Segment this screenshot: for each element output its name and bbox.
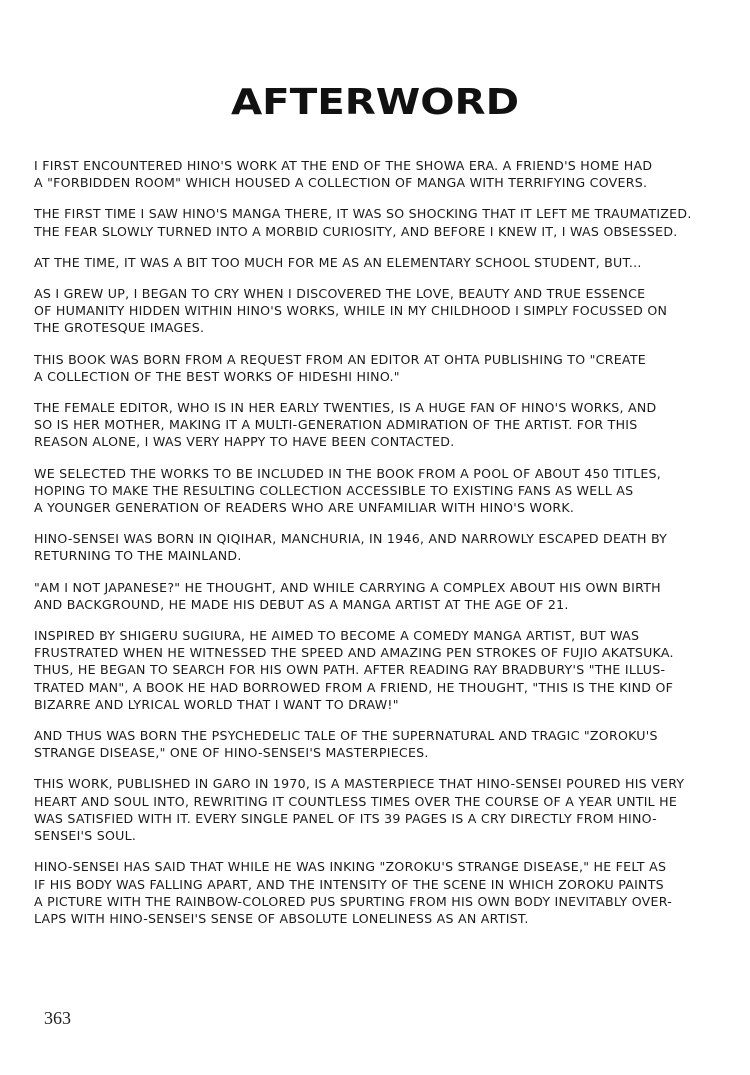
text-line: THIS BOOK WAS BORN FROM A REQUEST FROM AN EDITOR AT OHTA PUBLISHING TO "CREATE [34,351,646,367]
text-line: THE FIRST TIME I SAW HINO'S MANGA THERE, IT WAS SO SHOCKING THAT IT LEFT ME TRAUMATIZED. [34,206,692,222]
text-line: LAPS WITH HINO-SENSEI'S SENSE OF ABSOLUTE LONELINESS AS AN ARTIST. [34,910,529,926]
paragraph [34,727,734,761]
page-title: AFTERWORD [230,82,520,123]
text-line: AND THUS WAS BORN THE PSYCHEDELIC TALE OF THE SUPERNATURAL AND TRAGIC "ZOROKU'S [34,728,658,744]
text-line: WE SELECTED THE WORKS TO BE INCLUDED IN THE BOOK FROM A POOL OF ABOUT 450 TITLES, [34,465,662,481]
paragraph [34,858,734,927]
text-line: A PICTURE WITH THE RAINBOW-COLORED PUS SPURTING FROM HIS OWN BODY INEVITABLY OVER- [34,893,672,909]
text-line: BIZARRE AND LYRICAL WORLD THAT I WANT TO DRAW!" [34,696,399,712]
afterword-body [34,157,734,941]
text-line: HINO-SENSEI HAS SAID THAT WHILE HE WAS INKING "ZOROKU'S STRANGE DISEASE," HE FELT AS [34,859,667,875]
paragraph [34,579,734,613]
text-line: OF HUMANITY HIDDEN WITHIN HINO'S WORKS, WHILE IN MY CHILDHOOD I SIMPLY FOCUSSED ON [34,303,668,319]
text-line: SO IS HER MOTHER, MAKING IT A MULTI-GENERATION ADMIRATION OF THE ARTIST. FOR THIS [34,417,638,433]
text-line: AT THE TIME, IT WAS A BIT TOO MUCH FOR ME AS AN ELEMENTARY SCHOOL STUDENT, BUT... [34,254,642,270]
text-line: RETURNING TO THE MAINLAND. [34,548,242,564]
text-line: HEART AND SOUL INTO, REWRITING IT COUNTLESS TIMES OVER THE COURSE OF A YEAR UNTIL HE [34,793,678,809]
text-line: WAS SATISFIED WITH IT. EVERY SINGLE PANEL OF ITS 39 PAGES IS A CRY DIRECTLY FROM HINO- [34,810,657,826]
text-line: THE GROTESQUE IMAGES. [34,320,205,336]
text-line: THIS WORK, PUBLISHED IN GARO IN 1970, IS A MASTERPIECE THAT HINO-SENSEI POURED HIS VERY [34,776,685,792]
text-line: IF HIS BODY WAS FALLING APART, AND THE INTENSITY OF THE SCENE IN WHICH ZOROKU PAINTS [34,876,664,892]
text-line: AS I GREW UP, I BEGAN TO CRY WHEN I DISCOVERED THE LOVE, BEAUTY AND TRUE ESSENCE [34,286,646,302]
paragraph [34,399,734,451]
paragraph [34,157,734,191]
text-line: SENSEI'S SOUL. [34,828,137,844]
text-line: I FIRST ENCOUNTERED HINO'S WORK AT THE END OF THE SHOWA ERA. A FRIEND'S HOME HAD [34,158,653,173]
paragraph [34,205,734,239]
text-line: STRANGE DISEASE," ONE OF HINO-SENSEI'S MASTERPIECES. [34,745,429,761]
text-line: THE FEMALE EDITOR, WHO IS IN HER EARLY TWENTIES, IS A HUGE FAN OF HINO'S WORKS, AND [34,400,657,416]
paragraph [34,775,734,844]
text-line: REASON ALONE, I WAS VERY HAPPY TO HAVE BEEN CONTACTED. [34,434,455,450]
text-line: AND BACKGROUND, HE MADE HIS DEBUT AS A MANGA ARTIST AT THE AGE OF 21. [34,596,569,612]
page-number: 363 [44,1008,71,1028]
paragraph [34,254,734,271]
text-line: A YOUNGER GENERATION OF READERS WHO ARE UNFAMILIAR WITH HINO'S WORK. [34,500,575,516]
text-line: THUS, HE BEGAN TO SEARCH FOR HIS OWN PATH. AFTER READING RAY BRADBURY'S "THE ILLUS- [34,662,666,678]
paragraph [34,530,734,564]
paragraph [34,627,734,713]
text-line: HINO-SENSEI WAS BORN IN QIQIHAR, MANCHURIA, IN 1946, AND NARROWLY ESCAPED DEATH BY [34,531,668,547]
text-line: INSPIRED BY SHIGERU SUGIURA, HE AIMED TO BECOME A COMEDY MANGA ARTIST, BUT WAS [34,628,640,644]
text-line: HOPING TO MAKE THE RESULTING COLLECTION ACCESSIBLE TO EXISTING FANS AS WELL AS [34,482,634,498]
text-line: TRATED MAN", A BOOK HE HAD BORROWED FROM A FRIEND, HE THOUGHT, "THIS IS THE KIND OF [34,679,674,695]
text-line: "AM I NOT JAPANESE?" HE THOUGHT, AND WHILE CARRYING A COMPLEX ABOUT HIS OWN BIRTH [34,579,661,595]
text-line: FRUSTRATED WHEN HE WITNESSED THE SPEED AND AMAZING PEN STROKES OF FUJIO AKATSUKA. [34,645,674,661]
text-line: A "FORBIDDEN ROOM" WHICH HOUSED A COLLECTION OF MANGA WITH TERRIFYING COVERS. [34,175,648,191]
paragraph [34,465,734,517]
text-line: A COLLECTION OF THE BEST WORKS OF HIDESHI HINO." [34,368,400,384]
paragraph [34,351,734,385]
text-line: THE FEAR SLOWLY TURNED INTO A MORBID CURIOSITY, AND BEFORE I KNEW IT, I WAS OBSESSED. [34,223,678,239]
paragraph [34,285,734,337]
